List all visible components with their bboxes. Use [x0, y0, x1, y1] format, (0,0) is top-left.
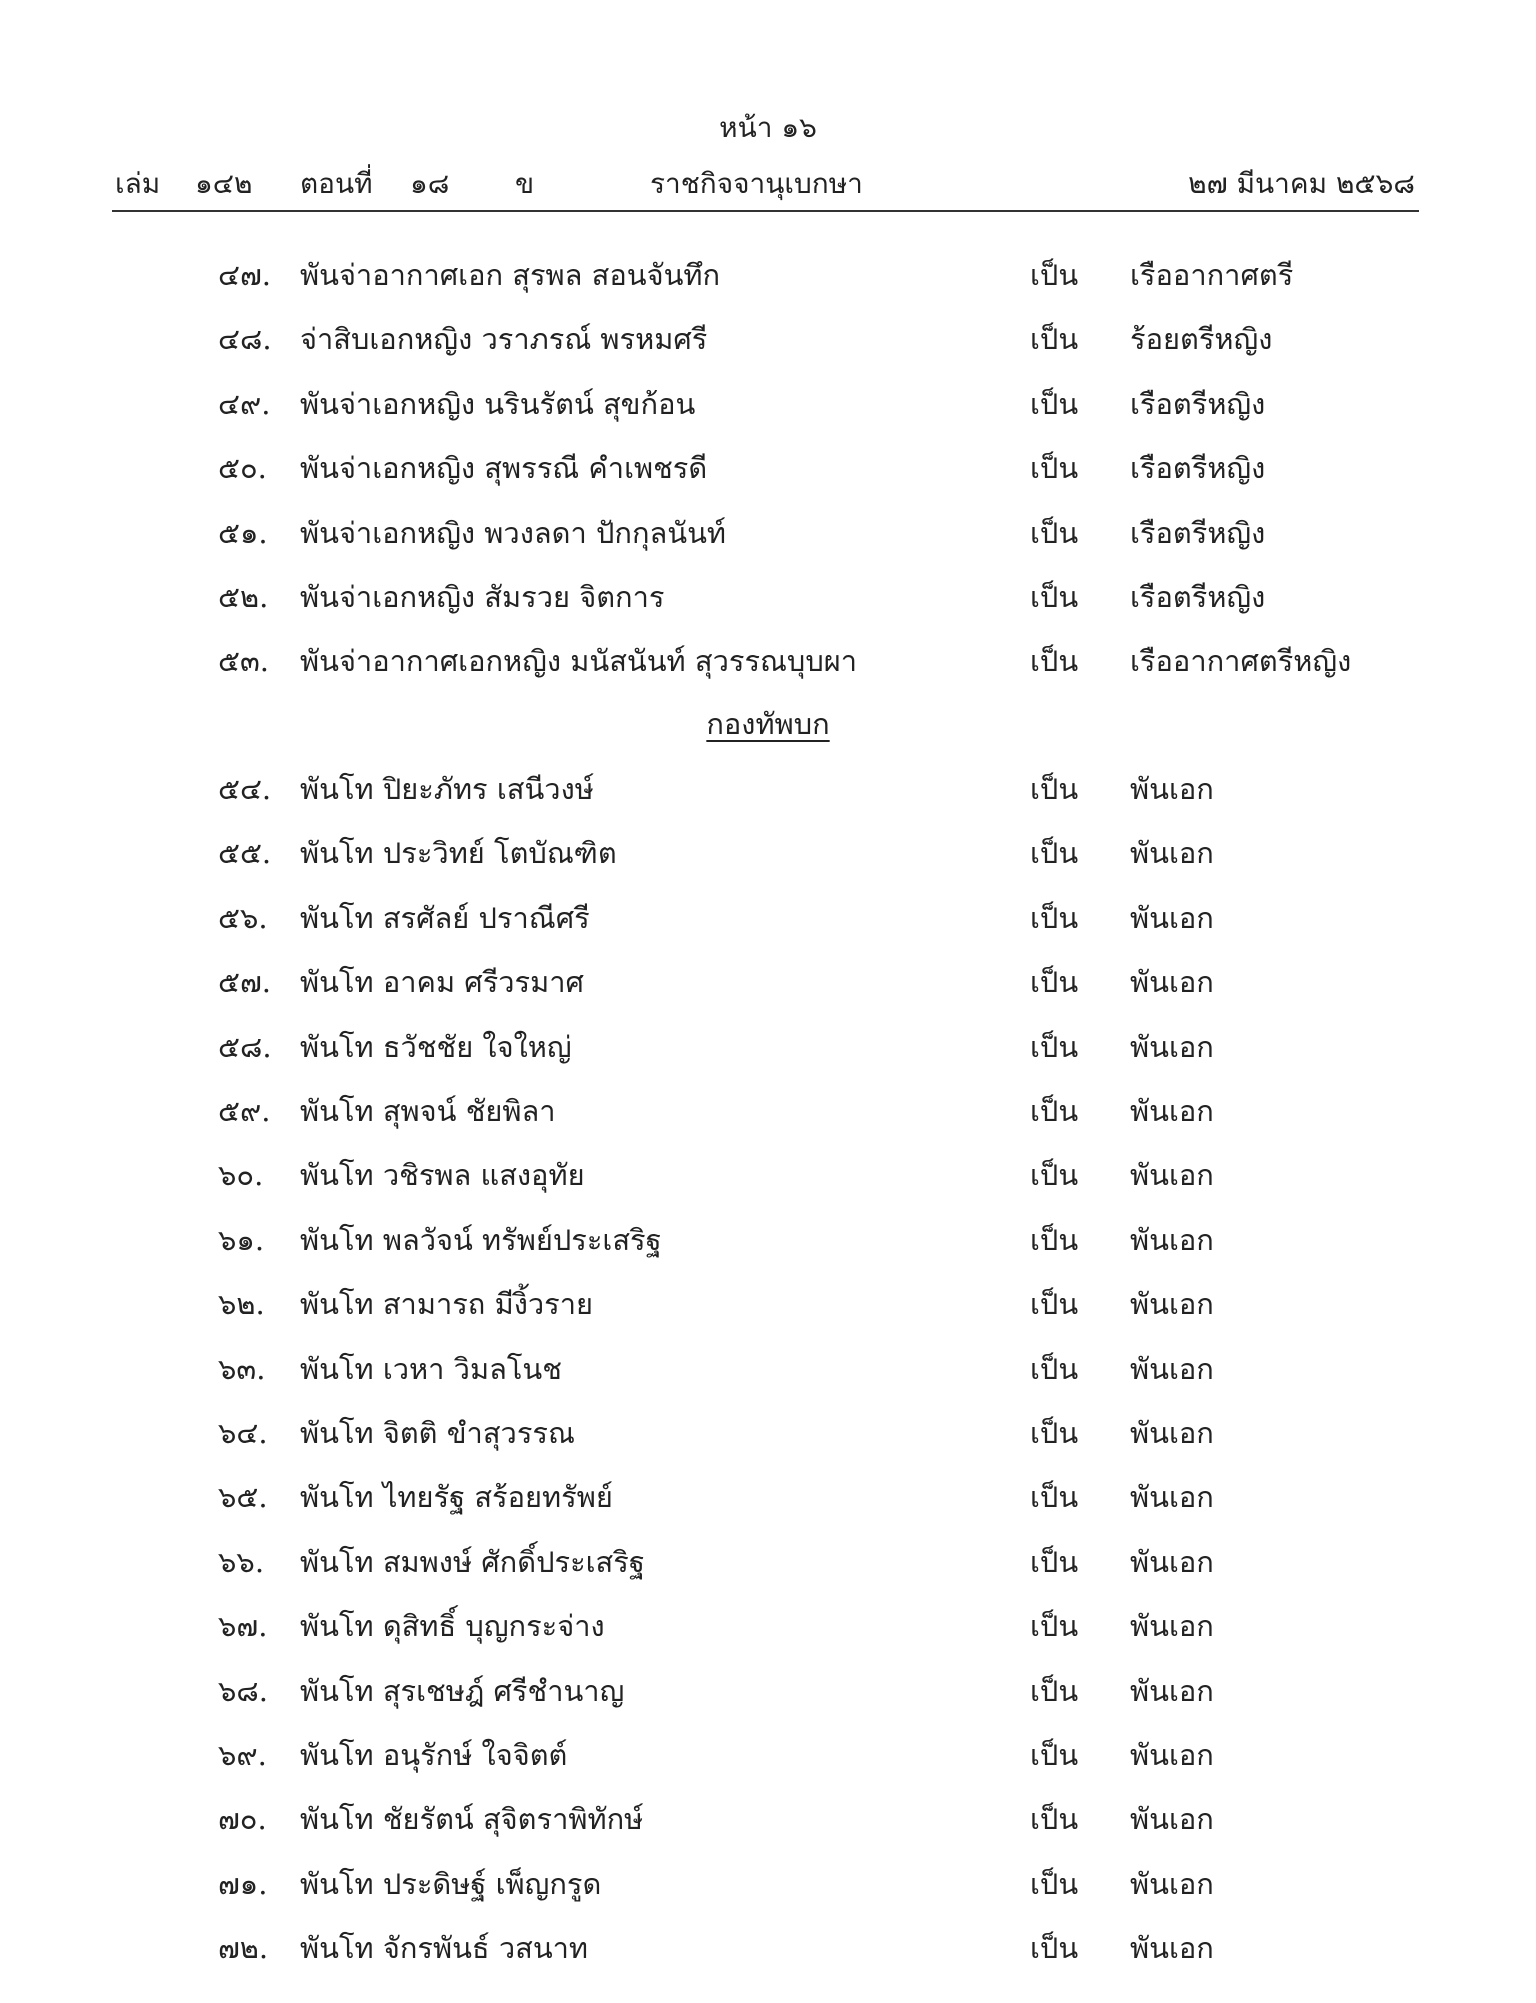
list-item: [0, 1347, 1536, 1391]
new-rank: เรืออากาศตรี: [1130, 258, 1294, 292]
list-item: [0, 1926, 1536, 1970]
new-rank: พันเอก: [1130, 1029, 1214, 1064]
promotion-verb: เป็น: [1030, 1544, 1079, 1579]
promotion-verb: เป็น: [1030, 1609, 1079, 1644]
new-rank: พันเอก: [1130, 1673, 1214, 1708]
section-letter: ข: [515, 167, 535, 200]
list-item: [0, 511, 1536, 555]
promotion-verb: เป็น: [1030, 1802, 1079, 1837]
entry-number: ๖๓.: [218, 1351, 266, 1386]
entry-number: ๔๙.: [218, 386, 271, 421]
entry-number: ๕๓.: [218, 644, 269, 679]
list-item: [0, 1218, 1536, 1262]
list-item: [0, 1733, 1536, 1777]
promotion-verb: เป็น: [1030, 1866, 1079, 1901]
promotion-verb: เป็น: [1030, 644, 1079, 679]
new-rank: พันเอก: [1130, 1544, 1214, 1579]
promotion-verb: เป็น: [1030, 1287, 1079, 1322]
entry-number: ๕๘.: [218, 1029, 272, 1064]
list-item: [0, 575, 1536, 619]
person-name: พันโท ธวัชชัย ใจใหญ่: [300, 1029, 572, 1064]
entry-number: ๖๑.: [218, 1222, 265, 1257]
person-name: พันโท อาคม ศรีวรมาศ: [300, 965, 584, 1000]
entry-number: ๖๗.: [218, 1609, 268, 1644]
list-item: [0, 446, 1536, 490]
person-name: พันโท เวหา วิมลโนช: [300, 1351, 562, 1386]
new-rank: พันเอก: [1130, 965, 1214, 1000]
person-name: พันจ่าเอกหญิง พวงลดา ปักกุลนันท์: [300, 515, 727, 550]
list-item: [0, 1282, 1536, 1326]
entry-number: ๖๘.: [218, 1673, 268, 1708]
person-name: พันจ่าเอกหญิง สุพรรณี คำเพชรดี: [300, 451, 708, 486]
section-heading-text: กองทัพบก: [706, 707, 830, 741]
entry-number: ๖๐.: [218, 1158, 264, 1193]
promotion-verb: เป็น: [1030, 1158, 1079, 1193]
publication-title: ราชกิจจานุเบกษา: [650, 167, 863, 200]
entry-number: ๕๒.: [218, 580, 269, 614]
promotion-verb: เป็น: [1030, 258, 1079, 292]
entry-number: ๕๖.: [218, 900, 268, 935]
promotion-verb: เป็น: [1030, 580, 1079, 614]
person-name: พันโท ประวิทย์ โตบัณฑิต: [300, 836, 617, 871]
new-rank: เรือตรีหญิง: [1130, 451, 1266, 486]
page-number: หน้า ๑๖: [719, 111, 817, 144]
new-rank: พันเอก: [1130, 1416, 1214, 1450]
new-rank: พันเอก: [1130, 1609, 1214, 1644]
new-rank: พันเอก: [1130, 1480, 1214, 1515]
person-name: พันโท อนุรักษ์ ใจจิตต์: [300, 1738, 568, 1772]
person-name: พันโท ประดิษฐ์ เพ็ญกรูด: [300, 1866, 602, 1901]
list-item: [0, 1604, 1536, 1648]
person-name: พันโท จักรพันธ์ วสนาท: [300, 1931, 589, 1966]
person-name: จ่าสิบเอกหญิง วราภรณ์ พรหมศรี: [300, 322, 708, 357]
list-item: [0, 1089, 1536, 1133]
list-item: [0, 1669, 1536, 1713]
promotion-verb: เป็น: [1030, 1351, 1079, 1386]
new-rank: ร้อยตรีหญิง: [1130, 322, 1273, 357]
entry-number: ๗๐.: [218, 1802, 267, 1837]
promotion-verb: เป็น: [1030, 900, 1079, 935]
promotion-verb: เป็น: [1030, 386, 1079, 421]
person-name: พันโท ดุสิทธิ์ บุญกระจ่าง: [300, 1609, 605, 1644]
volume-number: ๑๔๒: [195, 167, 253, 200]
entry-number: ๖๒.: [218, 1287, 265, 1322]
list-item: [0, 1411, 1536, 1455]
person-name: พันจ่าอากาศเอก สุรพล สอนจันทึก: [300, 258, 721, 292]
header-divider: [112, 210, 1419, 212]
list-item: [0, 831, 1536, 875]
entry-number: ๕๑.: [218, 515, 268, 550]
list-item: [0, 1025, 1536, 1069]
promotion-verb: เป็น: [1030, 1029, 1079, 1064]
new-rank: พันเอก: [1130, 1222, 1214, 1257]
entry-number: ๕๙.: [218, 1094, 271, 1128]
person-name: พันโท สามารถ มีงิ้วราย: [300, 1287, 594, 1322]
issue-label: ตอนที่: [300, 167, 373, 200]
person-name: พันโท สรศัลย์ ปราณีศรี: [300, 900, 590, 935]
entry-number: ๗๒.: [218, 1931, 269, 1966]
promotion-verb: เป็น: [1030, 515, 1079, 550]
section-heading: [0, 702, 1536, 746]
person-name: พันโท ไทยรัฐ สร้อยทรัพย์: [300, 1480, 613, 1515]
entry-number: ๔๘.: [218, 322, 272, 357]
list-item: [0, 253, 1536, 297]
list-item: [0, 896, 1536, 940]
entry-number: ๕๕.: [218, 836, 272, 871]
person-name: พันโท สุพจน์ ชัยพิลา: [300, 1094, 556, 1128]
entry-number: ๗๑.: [218, 1866, 268, 1901]
entry-number: ๖๙.: [218, 1738, 267, 1772]
list-item: [0, 960, 1536, 1004]
list-item: [0, 1153, 1536, 1197]
list-item: [0, 317, 1536, 361]
promotion-verb: เป็น: [1030, 451, 1079, 486]
person-name: พันจ่าเอกหญิง สัมรวย จิตการ: [300, 580, 665, 614]
list-item: [0, 1862, 1536, 1906]
list-item: [0, 382, 1536, 426]
promotion-verb: เป็น: [1030, 1673, 1079, 1708]
gazette-header: [115, 162, 1415, 206]
entry-number: ๖๕.: [218, 1480, 268, 1515]
volume-label: เล่ม: [115, 167, 161, 200]
list-item: [0, 1475, 1536, 1519]
list-item: [0, 639, 1536, 683]
entry-number: ๕๐.: [218, 451, 267, 486]
promotion-verb: เป็น: [1030, 1094, 1079, 1128]
promotion-verb: เป็น: [1030, 1222, 1079, 1257]
promotion-verb: เป็น: [1030, 1480, 1079, 1515]
new-rank: พันเอก: [1130, 1158, 1214, 1193]
person-name: พันโท จิตติ ขำสุวรรณ: [300, 1416, 575, 1450]
list-item: [0, 1540, 1536, 1584]
person-name: พันโท สุรเชษฎ์ ศรีชำนาญ: [300, 1673, 625, 1708]
entry-number: ๔๗.: [218, 258, 271, 292]
new-rank: พันเอก: [1130, 1802, 1214, 1837]
new-rank: เรือตรีหญิง: [1130, 515, 1266, 550]
person-name: พันโท สมพงษ์ ศักดิ์ประเสริฐ: [300, 1544, 645, 1579]
person-name: พันโท วชิรพล แสงอุทัย: [300, 1158, 585, 1193]
entry-number: ๖๔.: [218, 1416, 268, 1450]
person-name: พันจ่าอากาศเอกหญิง มนัสนันท์ สุวรรณบุบผา: [300, 644, 858, 679]
entry-number: ๕๗.: [218, 965, 271, 1000]
person-name: พันจ่าเอกหญิง นรินรัตน์ สุขก้อน: [300, 386, 696, 421]
new-rank: เรือตรีหญิง: [1130, 386, 1266, 421]
new-rank: เรืออากาศตรีหญิง: [1130, 644, 1352, 679]
promotion-verb: เป็น: [1030, 1931, 1079, 1966]
person-name: พันโท ปิยะภัทร เสนีวงษ์: [300, 772, 594, 806]
new-rank: เรือตรีหญิง: [1130, 580, 1266, 614]
new-rank: พันเอก: [1130, 1094, 1214, 1128]
person-name: พันโท พลวัจน์ ทรัพย์ประเสริฐ: [300, 1222, 662, 1257]
publication-date: ๒๗ มีนาคม ๒๕๖๘: [1188, 167, 1415, 200]
new-rank: พันเอก: [1130, 1866, 1214, 1901]
promotion-verb: เป็น: [1030, 1416, 1079, 1450]
new-rank: พันเอก: [1130, 1351, 1214, 1386]
issue-number: ๑๘: [410, 167, 450, 200]
person-name: พันโท ชัยรัตน์ สุจิตราพิทักษ์: [300, 1802, 644, 1837]
promotion-verb: เป็น: [1030, 772, 1079, 806]
new-rank: พันเอก: [1130, 836, 1214, 871]
new-rank: พันเอก: [1130, 900, 1214, 935]
promotion-verb: เป็น: [1030, 965, 1079, 1000]
new-rank: พันเอก: [1130, 1931, 1214, 1966]
entry-number: ๖๖.: [218, 1544, 265, 1579]
entry-number: ๕๔.: [218, 772, 272, 806]
promotion-verb: เป็น: [1030, 836, 1079, 871]
new-rank: พันเอก: [1130, 772, 1214, 806]
promotion-verb: เป็น: [1030, 1738, 1079, 1772]
list-item: [0, 1797, 1536, 1841]
new-rank: พันเอก: [1130, 1287, 1214, 1322]
promotion-verb: เป็น: [1030, 322, 1079, 357]
new-rank: พันเอก: [1130, 1738, 1214, 1772]
list-item: [0, 767, 1536, 811]
